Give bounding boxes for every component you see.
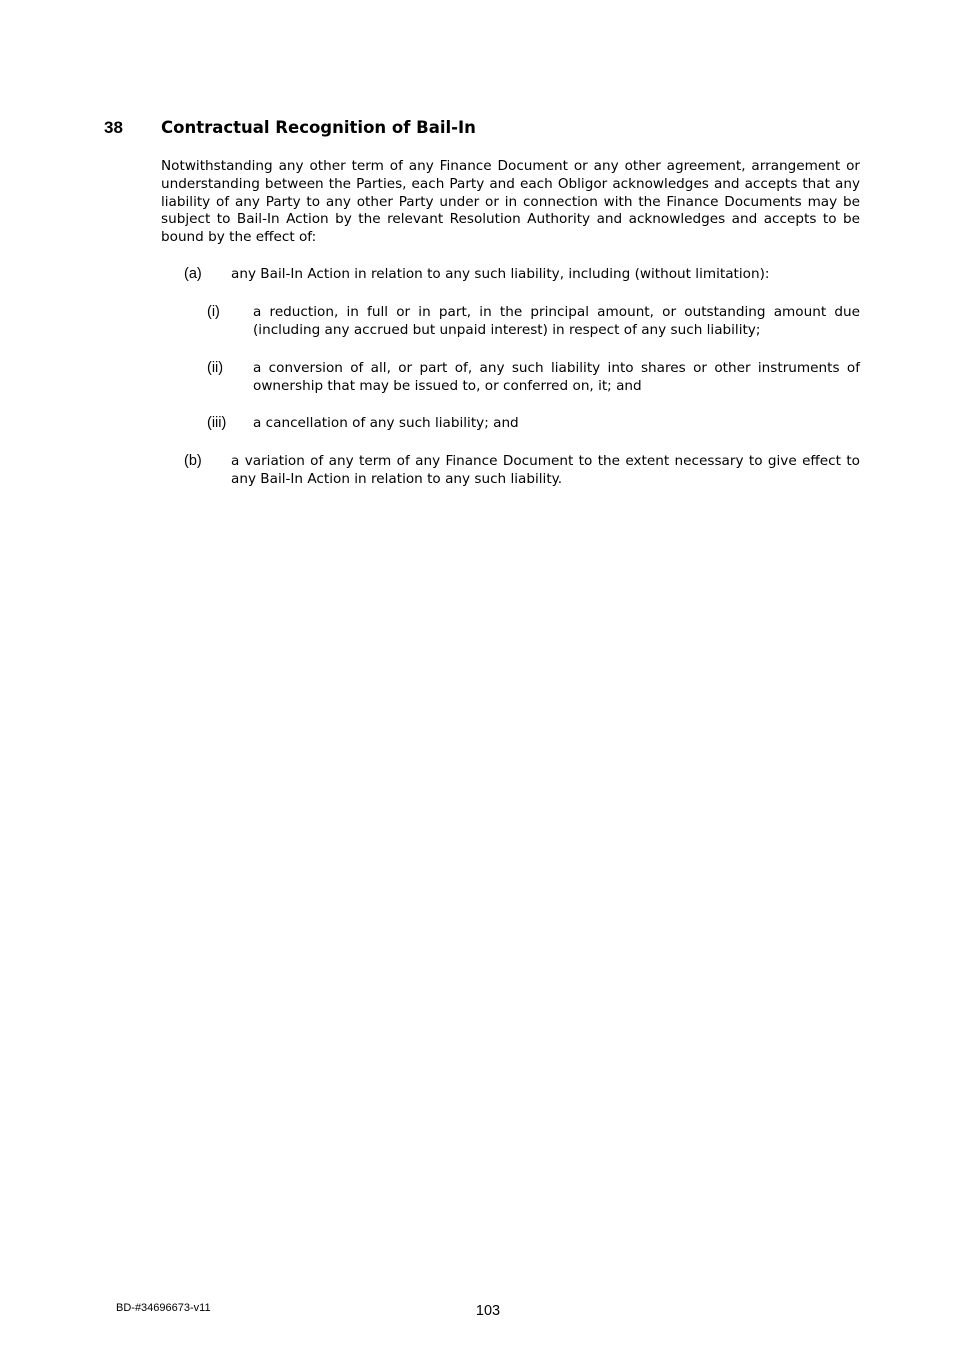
list-item-b [184, 453, 860, 491]
list-subitem-i [207, 304, 860, 342]
list-subitem-text: a reduction, in full or in part, in the principal amount, or outstanding amount due (including any accrued but unpaid interest) in respect of any such liability; [253, 304, 860, 338]
list-subitem-label: (iii) [207, 415, 227, 431]
list-subitem-ii [207, 360, 860, 398]
list-subitem-text: a conversion of all, or part of, any such liability into shares or other instruments of ownership that may be issued to, or conferred on, it; and [253, 360, 860, 394]
list-subitem-label: (ii) [207, 360, 224, 376]
footer-page-number: 103 [475, 1303, 501, 1319]
clause-title: Contractual Recognition of Bail-In [161, 118, 476, 137]
list-item-label: (b) [184, 453, 202, 469]
clause-intro-paragraph: Notwithstanding any other term of any Finance Document or any other agreement, arrangement or understanding between the Parties, each Party and each Obligor acknowledges and accepts that any liability of any Party to any other Party under or in connection with the Finance Documents may be subject to Bail-In Action by the relevant Resolution Authority and acknowledges and accepts to be bound by the effect of: [161, 158, 860, 246]
list-subitem-iii [207, 415, 860, 435]
footer-document-reference: BD-#34696673-v11 [116, 1302, 211, 1314]
list-subitem-text: a cancellation of any such liability; and [253, 415, 519, 431]
list-item-a [184, 266, 860, 286]
list-item-text: a variation of any term of any Finance Document to the extent necessary to give effect to any Bail-In Action in relation to any such liability. [231, 453, 860, 487]
clause-number: 38 [104, 118, 123, 137]
list-subitem-label: (i) [207, 304, 220, 320]
list-item-label: (a) [184, 266, 202, 282]
list-item-text: any Bail-In Action in relation to any such liability, including (without limitation): [231, 266, 770, 282]
clause-heading [104, 117, 864, 139]
